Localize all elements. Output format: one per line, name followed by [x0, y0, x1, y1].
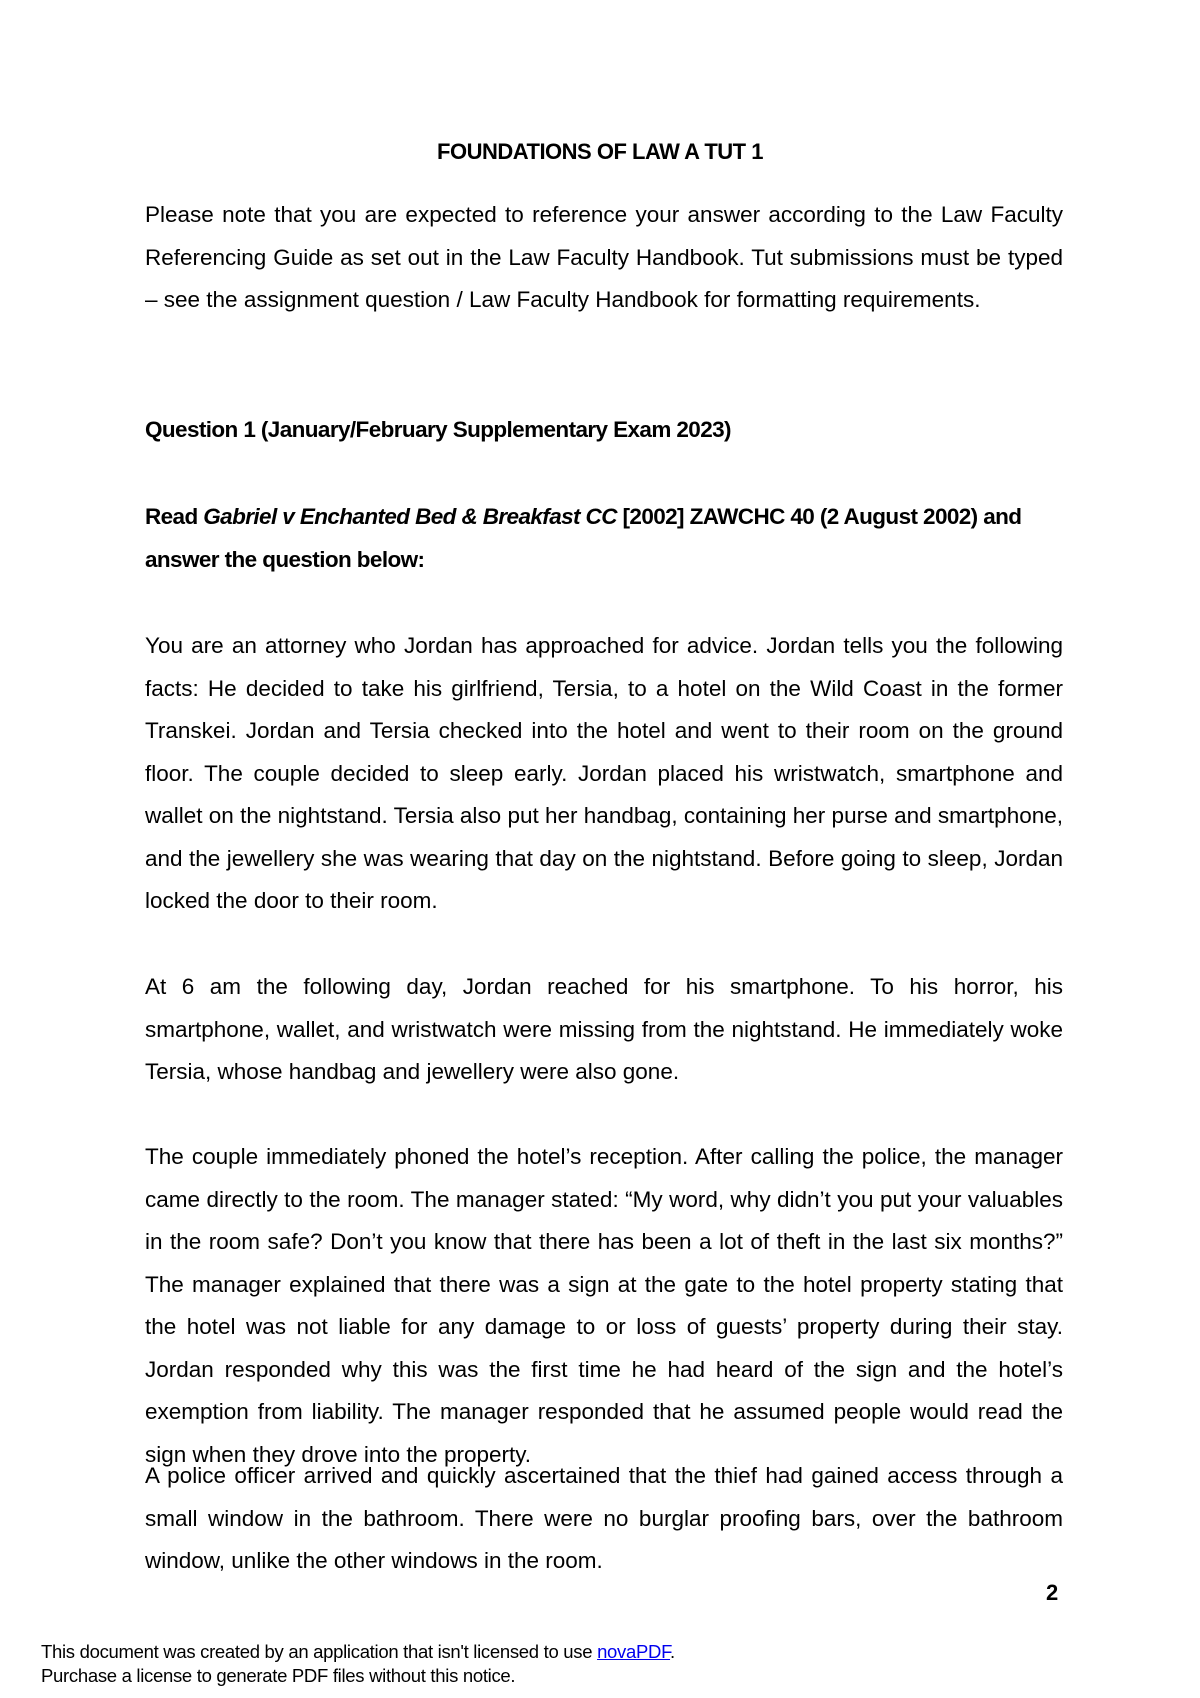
facts-paragraph-4: A police officer arrived and quickly ascertained that the thief had gained access through a small window in the bathroom. There were no burglar proofing bars, over the bathroom window, unlike the other windows in the room.: [145, 1463, 1063, 1573]
license-notice-line-1: This document was created by an application that isn't licensed to use novaPDF.: [41, 1641, 675, 1662]
license-notice-line-2: Purchase a license to generate PDF files without this notice.: [41, 1665, 516, 1686]
novapdf-link[interactable]: novaPDF: [597, 1641, 671, 1662]
page-number: 2: [1046, 1580, 1059, 1605]
read-instruction-suffix: [2002] ZAWCHC 40 (2 August 2002) and answer the question below:: [145, 504, 1022, 572]
facts-paragraph-1: You are an attorney who Jordan has approached for advice. Jordan tells you the following facts: He decided to take his girlfriend, Tersia, to a hotel on the Wild Coast in the former Transkei. Jordan and Tersia checked into the hotel and went to their room on the ground floor. The couple decided to sleep early. Jordan placed his wristwatch, smartphone and wallet on the nightstand. Tersia also put her handbag, containing her purse and smartphone, and the jewellery she was wearing that day on the nightstand. Before going to sleep, Jordan locked the door to their room.: [145, 633, 1063, 913]
intro-paragraph: Please note that you are expected to reference your answer according to the Law Faculty Referencing Guide as set out in the Law Faculty Handbook. Tut submissions must be typed – see the assignment question / Law Faculty Handbook for formatting requirements.: [145, 202, 1063, 312]
question-heading: Question 1 (January/February Supplementary Exam 2023): [145, 417, 731, 442]
facts-paragraph-2: At 6 am the following day, Jordan reached for his smartphone. To his horror, his smartphone, wallet, and wristwatch were missing from the nightstand. He immediately woke Tersia, whose handbag and jewellery were also gone.: [145, 974, 1063, 1084]
page-title: FOUNDATIONS OF LAW A TUT 1: [437, 139, 763, 164]
facts-paragraph-3: The couple immediately phoned the hotel’s reception. After calling the police, the manager came directly to the room. The manager stated: “My word, why didn’t you put your valuables in the room safe? Don’t you know that there has been a lot of theft in the last six months?” The manager explained that there was a sign at the gate to the hotel property stating that the hotel was not liable for any damage to or loss of guests’ property during their stay. Jordan responded why this was the first time he had heard of the sign and the hotel’s exemption from liability. The manager responded that he assumed people would read the sign when they drove into the property.: [145, 1144, 1063, 1467]
license-notice: [41, 1640, 675, 1688]
read-instruction: [145, 496, 1063, 581]
read-instruction-prefix: Read: [145, 504, 204, 529]
case-name: Gabriel v Enchanted Bed & Breakfast CC: [203, 504, 617, 529]
